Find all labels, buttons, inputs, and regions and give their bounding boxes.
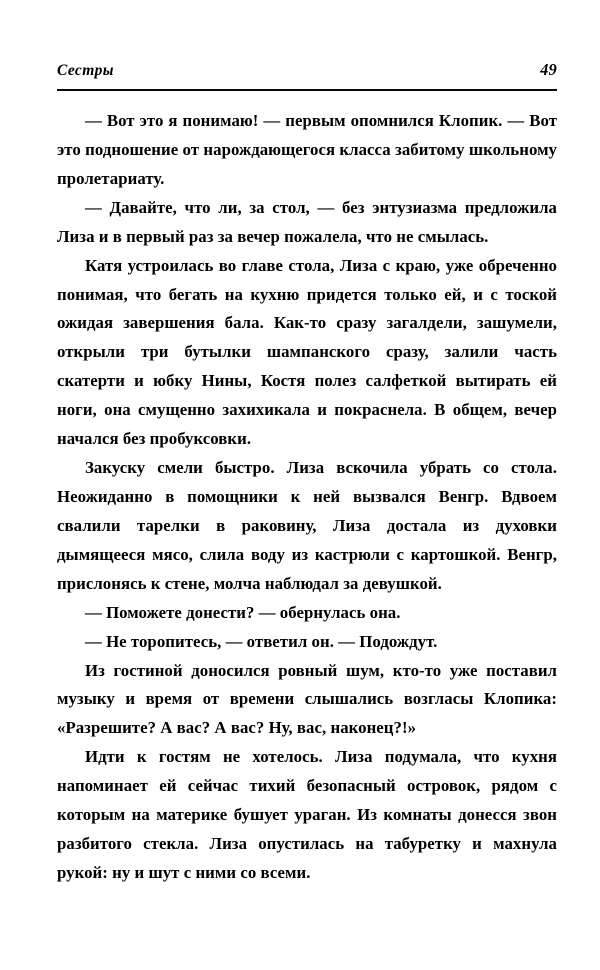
paragraph: Из гостиной доносился ровный шум, кто-то уже поставил музыку и время от времени слышались возгласы Клопика: «Разрешите? А вас? А вас? Ну, вас, наконец?!» — [57, 660, 557, 738]
paragraph: — Не торопитесь, — ответил он. — Подождут. — [85, 631, 438, 651]
page-content — [57, 62, 557, 888]
paragraph: — Давайте, что ли, за стол, — без энтузиазма предложила Лиза и в первый раз за вечер пожалела, что не смылась. — [57, 197, 557, 246]
paragraph: — Поможете донести? — обернулась она. — [85, 602, 401, 622]
running-head-rule — [57, 89, 557, 91]
running-head-title: Сестры — [57, 62, 114, 79]
paragraph: — Вот это я понимаю! — первым опомнился Клопик. — Вот это подношение от нарождающегося класса забитому школьному пролетариату. — [57, 111, 557, 188]
paragraph: Идти к гостям не хотелось. Лиза подумала, что кухня напоминает ей сейчас тихий безопасный островок, рядом с которым на материке бушует ураган. Из комнаты донесся звон разбитого стекла. Лиза опустилась на табуретку и махнула рукой: ну и шут с ними со всеми. — [57, 747, 557, 882]
running-head — [57, 62, 557, 86]
body-text — [57, 107, 557, 888]
page-number: 49 — [540, 60, 557, 79]
paragraph: Катя устроилась во главе стола, Лиза с краю, уже обреченно понимая, что бегать на кухню придется только ей, и с тоской ожидая завершения бала. Как-то сразу загалдели, зашумели, открыли три бутылки шампанского сразу, залили часть скатерти и юбку Нины, Костя полез салфеткой вытирать ей ноги, она смущенно захихикала и покраснела. В общем, вечер начался без пробуксовки. — [57, 255, 557, 449]
paragraph: Закуску смели быстро. Лиза вскочила убрать со стола. Неожиданно в помощники к ней вызвался Венгр. Вдвоем свалили тарелки в раковину, Лиза достала из духовки дымящееся мясо, слила воду из кастрюли с картошкой. Венгр, прислонясь к стене, молча наблюдал за девушкой. — [57, 458, 557, 593]
